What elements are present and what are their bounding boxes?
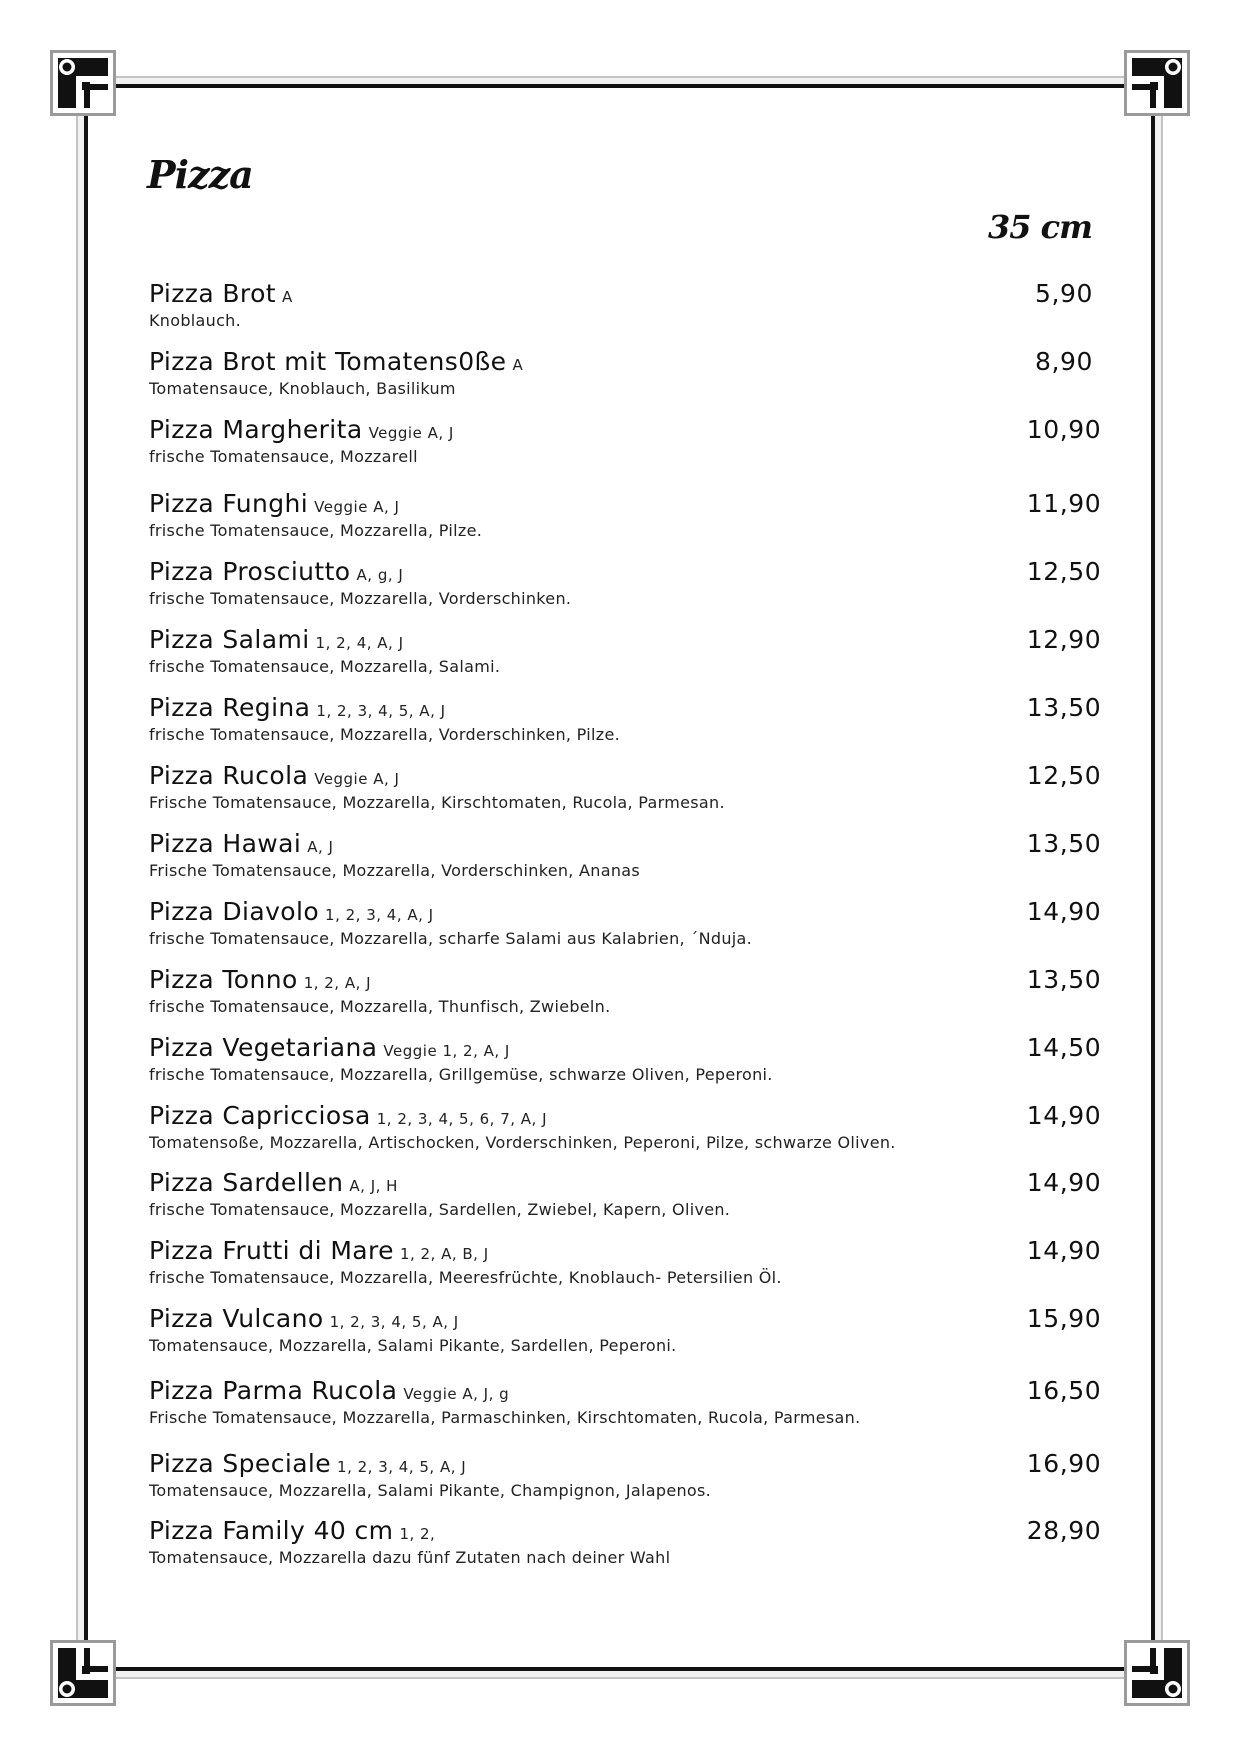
item-price: 5,90 <box>1034 279 1094 308</box>
item-description: Tomatensauce, Mozzarella dazu fünf Zutaten nach deiner Wahl <box>149 1548 671 1567</box>
item-price: 10,90 <box>1026 415 1102 444</box>
item-allergens: Veggie A, J, g <box>403 1385 510 1403</box>
item-name-line <box>149 347 523 376</box>
menu-item <box>149 829 1109 889</box>
item-allergens: Veggie A, J <box>314 498 400 516</box>
item-price: 28,90 <box>1026 1516 1102 1545</box>
item-description: Frische Tomatensauce, Mozzarella, Kirschtomaten, Rucola, Parmesan. <box>149 793 725 812</box>
menu-item <box>149 557 1109 617</box>
item-description: frische Tomatensauce, Mozzarella, Pilze. <box>149 521 483 540</box>
item-name: Pizza Funghi <box>149 489 309 518</box>
item-name-line <box>149 761 399 790</box>
item-name: Pizza Speciale <box>149 1449 332 1478</box>
item-allergens: Veggie 1, 2, A, J <box>383 1042 510 1060</box>
item-name-line <box>149 1516 435 1545</box>
item-name: Pizza Vegetariana <box>149 1033 378 1062</box>
item-name: Pizza Parma Rucola <box>149 1376 398 1405</box>
item-description: frische Tomatensauce, Mozzarella, Vorderschinken. <box>149 589 572 608</box>
item-name: Pizza Frutti di Mare <box>149 1236 394 1265</box>
item-description: Tomatensauce, Knoblauch, Basilikum <box>149 379 456 398</box>
item-description: frische Tomatensauce, Mozzarell <box>149 447 418 466</box>
item-allergens: Veggie A, J <box>368 424 454 442</box>
menu-item <box>149 279 1109 339</box>
item-name: Pizza Prosciutto <box>149 557 351 586</box>
menu-item <box>149 897 1109 957</box>
item-name-line <box>149 279 293 308</box>
item-description: frische Tomatensauce, Mozzarella, Grillgemüse, schwarze Oliven, Peperoni. <box>149 1065 773 1084</box>
item-allergens: A <box>281 288 293 306</box>
menu-item <box>149 1168 1109 1228</box>
item-name: Pizza Margherita <box>149 415 363 444</box>
item-allergens: Veggie A, J <box>314 770 400 788</box>
item-allergens: 1, 2, 4, A, J <box>315 634 404 652</box>
item-name-line <box>149 415 454 444</box>
menu-item <box>149 1376 1109 1436</box>
corner-ornament-top-right-icon <box>1124 50 1190 116</box>
item-name-line <box>149 693 446 722</box>
menu-item <box>149 1449 1109 1509</box>
item-description: frische Tomatensauce, Mozzarella, Thunfisch, Zwiebeln. <box>149 997 611 1016</box>
item-allergens: 1, 2, 3, 4, 5, A, J <box>329 1313 459 1331</box>
item-name-line <box>149 965 371 994</box>
item-price: 12,50 <box>1026 761 1102 790</box>
item-price: 14,90 <box>1026 1101 1102 1130</box>
menu-item <box>149 761 1109 821</box>
item-allergens: A, J, H <box>349 1177 398 1195</box>
item-name-line <box>149 625 404 654</box>
item-name: Pizza Hawai <box>149 829 302 858</box>
item-allergens: 1, 2, 3, 4, 5, A, J <box>316 702 446 720</box>
item-name-line <box>149 1304 459 1333</box>
item-name: Pizza Brot <box>149 279 276 308</box>
item-allergens: 1, 2, 3, 4, 5, 6, 7, A, J <box>376 1110 548 1128</box>
item-description: Tomatensauce, Mozzarella, Salami Pikante, Sardellen, Peperoni. <box>149 1336 677 1355</box>
item-name: Pizza Sardellen <box>149 1168 344 1197</box>
size-column-header: 35 cm <box>988 208 1093 246</box>
item-name-line <box>149 1236 489 1265</box>
item-price: 13,50 <box>1026 829 1102 858</box>
corner-ornament-top-left-icon <box>50 50 116 116</box>
item-name: Pizza Tonno <box>149 965 298 994</box>
item-name-line <box>149 1376 509 1405</box>
item-price: 16,90 <box>1026 1449 1102 1478</box>
corner-ornament-bottom-right-icon <box>1124 1640 1190 1706</box>
menu-item <box>149 1236 1109 1296</box>
menu-item <box>149 489 1109 549</box>
item-description: frische Tomatensauce, Mozzarella, Sardellen, Zwiebel, Kapern, Oliven. <box>149 1200 731 1219</box>
item-price: 14,50 <box>1026 1033 1102 1062</box>
item-description: Frische Tomatensauce, Mozzarella, Parmaschinken, Kirschtomaten, Rucola, Parmesan. <box>149 1408 861 1427</box>
item-name-line <box>149 1168 398 1197</box>
item-allergens: 1, 2, A, J <box>303 974 372 992</box>
menu-item <box>149 347 1109 407</box>
item-price: 14,90 <box>1026 897 1102 926</box>
item-allergens: 1, 2, A, B, J <box>399 1245 489 1263</box>
item-name: Pizza Brot mit Tomatens0ße <box>149 347 507 376</box>
item-name: Pizza Vulcano <box>149 1304 324 1333</box>
item-name-line <box>149 1033 510 1062</box>
item-name-line <box>149 1101 547 1130</box>
pizza-menu-list <box>149 0 1109 1755</box>
item-name-line <box>149 829 333 858</box>
item-description: frische Tomatensauce, Mozzarella, Salami. <box>149 657 501 676</box>
item-name: Pizza Diavolo <box>149 897 320 926</box>
menu-title: Pizza <box>147 152 253 197</box>
menu-item <box>149 965 1109 1025</box>
menu-item <box>149 1516 1109 1576</box>
item-description: frische Tomatensauce, Mozzarella, Meeresfrüchte, Knoblauch- Petersilien Öl. <box>149 1268 782 1287</box>
menu-item <box>149 1101 1109 1161</box>
item-price: 13,50 <box>1026 965 1102 994</box>
item-price: 14,90 <box>1026 1236 1102 1265</box>
item-price: 16,50 <box>1026 1376 1102 1405</box>
item-price: 15,90 <box>1026 1304 1102 1333</box>
item-price: 8,90 <box>1034 347 1094 376</box>
item-description: Knoblauch. <box>149 311 241 330</box>
item-name: Pizza Family 40 cm <box>149 1516 394 1545</box>
item-name-line <box>149 489 399 518</box>
menu-item <box>149 625 1109 685</box>
item-price: 11,90 <box>1026 489 1102 518</box>
corner-ornament-bottom-left-icon <box>50 1640 116 1706</box>
item-description: Tomatensauce, Mozzarella, Salami Pikante, Champignon, Jalapenos. <box>149 1481 712 1500</box>
item-description: frische Tomatensauce, Mozzarella, scharfe Salami aus Kalabrien, ´Nduja. <box>149 929 752 948</box>
item-price: 12,50 <box>1026 557 1102 586</box>
item-name: Pizza Capricciosa <box>149 1101 371 1130</box>
item-allergens: A, g, J <box>356 566 404 584</box>
item-allergens: A, J <box>307 838 334 856</box>
item-description: Frische Tomatensauce, Mozzarella, Vorderschinken, Ananas <box>149 861 641 880</box>
item-allergens: 1, 2, <box>399 1525 436 1543</box>
item-price: 14,90 <box>1026 1168 1102 1197</box>
menu-item <box>149 1033 1109 1093</box>
menu-item <box>149 415 1109 475</box>
menu-item <box>149 1304 1109 1364</box>
item-allergens: A <box>512 356 524 374</box>
item-name: Pizza Rucola <box>149 761 309 790</box>
item-name-line <box>149 897 434 926</box>
item-price: 13,50 <box>1026 693 1102 722</box>
item-allergens: 1, 2, 3, 4, A, J <box>325 906 434 924</box>
item-description: Tomatensoße, Mozzarella, Artischocken, Vorderschinken, Peperoni, Pilze, schwarze Oliven. <box>149 1133 896 1152</box>
item-name: Pizza Regina <box>149 693 311 722</box>
item-description: frische Tomatensauce, Mozzarella, Vorderschinken, Pilze. <box>149 725 620 744</box>
item-allergens: 1, 2, 3, 4, 5, A, J <box>337 1458 467 1476</box>
item-name-line <box>149 1449 466 1478</box>
item-name-line <box>149 557 403 586</box>
item-name: Pizza Salami <box>149 625 310 654</box>
item-price: 12,90 <box>1026 625 1102 654</box>
menu-item <box>149 693 1109 753</box>
